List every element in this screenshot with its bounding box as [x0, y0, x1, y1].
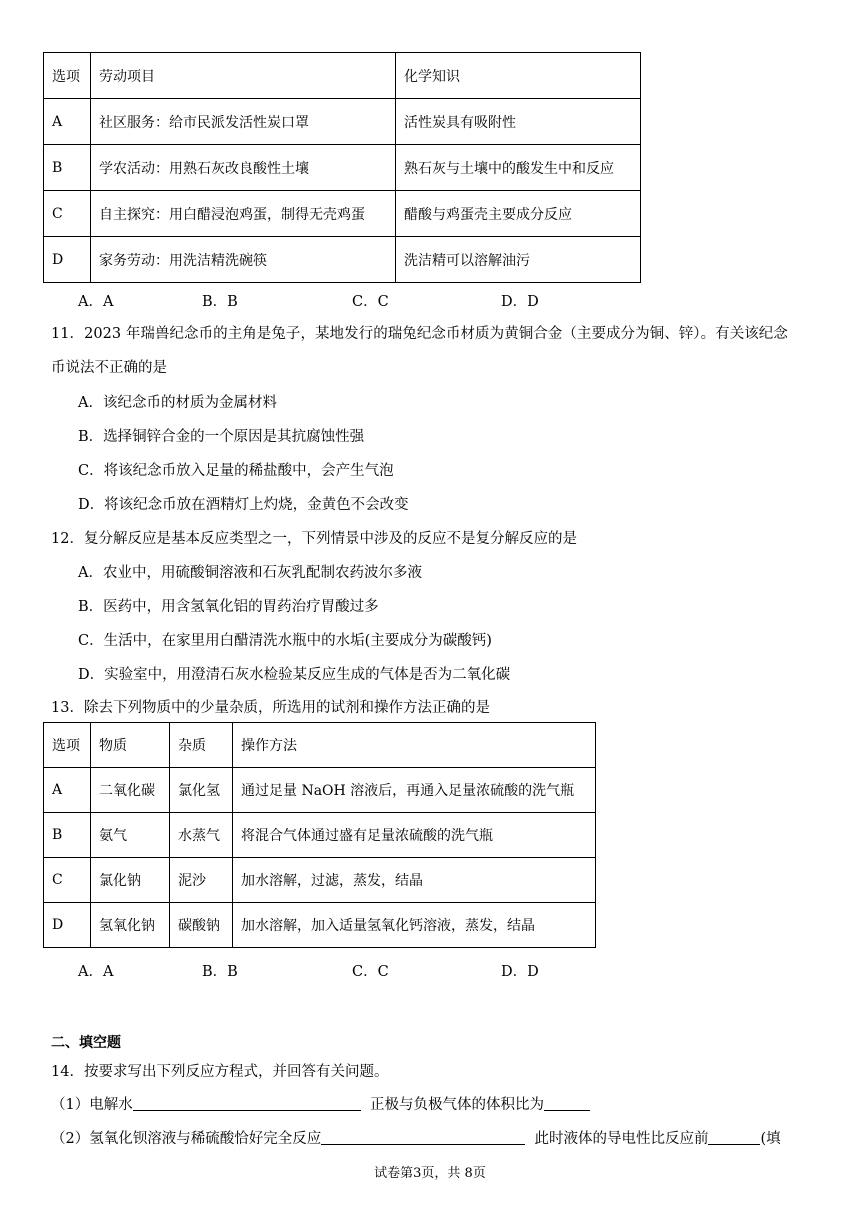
table-cell: 家务劳动：用洗洁精洗碗筷 [91, 237, 396, 283]
table-header-cell: 选项 [44, 53, 91, 99]
option-d: D．D [501, 964, 539, 980]
table-header-row [44, 723, 596, 768]
q14-part1 [51, 1093, 590, 1114]
table-cell: 水蒸气 [170, 813, 233, 858]
table-cell: 氯化氢 [170, 768, 233, 813]
answer-blank[interactable] [321, 1130, 525, 1145]
table-header-row [44, 53, 641, 99]
table-row [44, 99, 641, 145]
table-cell: 醋酸与鸡蛋壳主要成分反应 [396, 191, 641, 237]
q14-part1-label: （1）电解水 [51, 1097, 133, 1113]
table-cell: A [44, 99, 91, 145]
q13-stem: 13．除去下列物质中的少量杂质，所选用的试剂和操作方法正确的是 [51, 700, 490, 716]
table-header-cell: 操作方法 [233, 723, 596, 768]
table-row [44, 145, 641, 191]
table-cell: C [44, 858, 91, 903]
table-cell: 社区服务：给市民派发活性炭口罩 [91, 99, 396, 145]
section-heading: 二、填空题 [51, 1035, 121, 1051]
option-a: A．A [78, 964, 114, 980]
table-cell: 自主探究：用白醋浸泡鸡蛋，制得无壳鸡蛋 [91, 191, 396, 237]
table-cell: D [44, 237, 91, 283]
table-cell: B [44, 813, 91, 858]
table-row [44, 768, 596, 813]
table-cell: D [44, 903, 91, 948]
table-cell: 加水溶解，加入适量氢氧化钙溶液，蒸发，结晶 [233, 903, 596, 948]
table-cell: 氢氧化钠 [91, 903, 170, 948]
table-header-cell: 选项 [44, 723, 91, 768]
option-b: B．B [202, 964, 238, 980]
table-cell: 熟石灰与土壤中的酸发生中和反应 [396, 145, 641, 191]
q14-part1-ratio-label: 正极与负极气体的体积比为 [369, 1097, 544, 1113]
q11-stem-line2: 币说法不正确的是 [51, 360, 167, 376]
table-row [44, 191, 641, 237]
page-footer: 试卷第3页，共 8页 [374, 1166, 486, 1181]
q12-stem: 12．复分解反应是基本反应类型之一，下列情景中涉及的反应不是复分解反应的是 [51, 531, 577, 547]
q11-option-a: A．该纪念币的材质为金属材料 [78, 395, 277, 411]
table-cell: B [44, 145, 91, 191]
q12-option-c: C．生活中，在家里用白醋清洗水瓶中的水垢(主要成分为碳酸钙) [78, 633, 492, 649]
table-cell: 氨气 [91, 813, 170, 858]
table-cell: 碳酸钠 [170, 903, 233, 948]
table-cell: 泥沙 [170, 858, 233, 903]
q14-part2-label: （2）氢氧化钡溶液与稀硫酸恰好完全反应 [51, 1131, 322, 1147]
q11-stem-line1: 11．2023 年瑞兽纪念币的主角是兔子，某地发行的瑞兔纪念币材质为黄铜合金（主要成分为铜、锌）。有关该纪念 [51, 326, 788, 342]
table-cell: 氯化钠 [91, 858, 170, 903]
table-cell: 洗洁精可以溶解油污 [396, 237, 641, 283]
table-cell: A [44, 768, 91, 813]
table-row [44, 813, 596, 858]
q14-part2-conductivity-label: 此时液体的导电性比反应前 [534, 1131, 709, 1147]
impurity-removal-table [43, 722, 596, 948]
table-header-cell: 杂质 [170, 723, 233, 768]
option-b: B．B [202, 294, 238, 310]
q14-part2 [51, 1127, 781, 1148]
q11-option-c: C．将该纪念币放入足量的稀盐酸中，会产生气泡 [78, 463, 394, 479]
answer-blank[interactable] [133, 1096, 361, 1111]
table-cell: C [44, 191, 91, 237]
option-c: C．C [352, 964, 389, 980]
q12-option-a: A．农业中，用硫酸铜溶液和石灰乳配制农药波尔多液 [78, 565, 422, 581]
option-a: A．A [78, 294, 114, 310]
option-c: C．C [352, 294, 389, 310]
table-row [44, 237, 641, 283]
table-cell: 学农活动：用熟石灰改良酸性土壤 [91, 145, 396, 191]
option-d: D．D [501, 294, 539, 310]
table-cell: 加水溶解，过滤，蒸发，结晶 [233, 858, 596, 903]
table-header-cell: 化学知识 [396, 53, 641, 99]
answer-blank[interactable] [708, 1130, 760, 1145]
table-cell: 二氧化碳 [91, 768, 170, 813]
q14-stem: 14．按要求写出下列反应方程式，并回答有关问题。 [51, 1064, 389, 1080]
table-header-cell: 物质 [91, 723, 170, 768]
q14-part2-fill-note: (填 [760, 1131, 781, 1147]
table-row [44, 903, 596, 948]
table-cell: 通过足量 NaOH 溶液后，再通入足量浓硫酸的洗气瓶 [233, 768, 596, 813]
q11-option-d: D．将该纪念币放在酒精灯上灼烧，金黄色不会改变 [78, 497, 409, 513]
table-header-cell: 劳动项目 [91, 53, 396, 99]
answer-blank[interactable] [544, 1096, 590, 1111]
q12-option-d: D．实验室中，用澄清石灰水检验某反应生成的气体是否为二氧化碳 [78, 667, 511, 683]
q12-option-b: B．医药中，用含氢氧化铝的胃药治疗胃酸过多 [78, 599, 379, 615]
q11-option-b: B．选择铜锌合金的一个原因是其抗腐蚀性强 [78, 429, 365, 445]
table-cell: 活性炭具有吸附性 [396, 99, 641, 145]
table-cell: 将混合气体通过盛有足量浓硫酸的洗气瓶 [233, 813, 596, 858]
labor-chemistry-table [43, 52, 641, 283]
table-row [44, 858, 596, 903]
